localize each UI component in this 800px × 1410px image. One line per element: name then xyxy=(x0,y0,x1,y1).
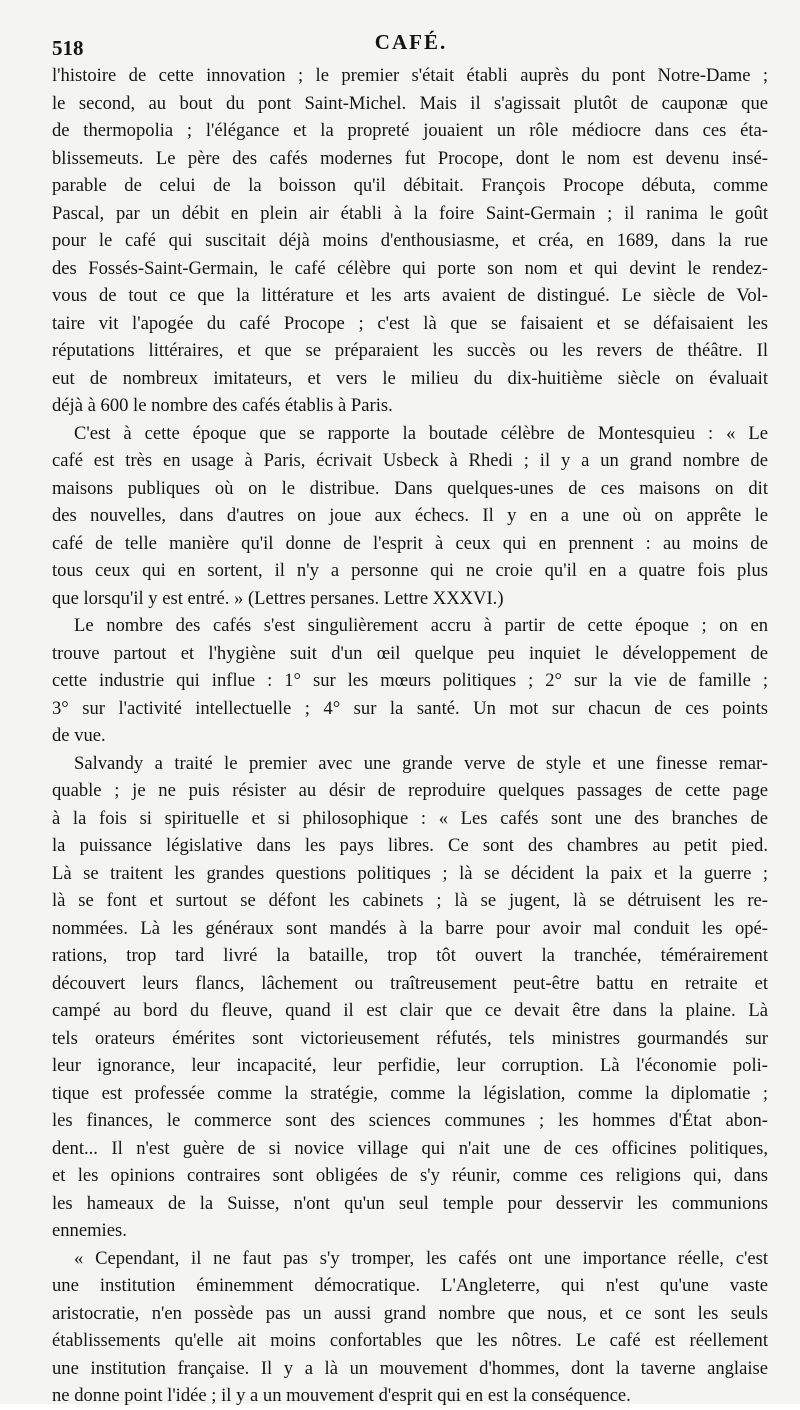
text-line: des nouvelles, dans d'autres on joue aux échecs. Il y en a une où on apprête le xyxy=(52,505,768,526)
text-line: ennemies. xyxy=(52,1220,127,1241)
paragraph xyxy=(52,612,768,750)
paragraph xyxy=(52,420,768,613)
text-line: de thermopolia ; l'élégance et la propreté jouaient un rôle médiocre dans ces éta- xyxy=(52,120,768,141)
text-line: Le nombre des cafés s'est singulièrement accru à partir de cette époque ; on en xyxy=(74,615,768,636)
text-line: que lorsqu'il y est entré. » (Lettres persanes. Lettre XXXVI.) xyxy=(52,587,504,609)
page-header xyxy=(52,30,770,60)
text-line: le second, au bout du pont Saint-Michel. Mais il s'agissait plutôt de cauponæ que xyxy=(52,92,768,114)
text-line: aristocratie, n'en possède pas un aussi grand nombre que nous, et ce sont les seuls xyxy=(52,1302,768,1324)
page-number: 518 xyxy=(52,36,84,60)
text-line: les hameaux de la Suisse, n'ont qu'un seul temple pour desservir les communions xyxy=(52,1192,768,1214)
text-line: réputations littéraires, et que se préparaient les succès ou les revers de théâtre. Il xyxy=(52,340,768,361)
text-line: blissemeuts. Le père des cafés modernes fut Procope, dont le nom est devenu insé- xyxy=(52,147,768,169)
paragraph xyxy=(52,62,768,420)
text-line: C'est à cette époque que se rapporte la boutade célèbre de Montesquieu : « Le xyxy=(74,422,768,444)
text-line: tous ceux qui en sortent, il n'y a personne qui ne croie qu'il en a quatre fois plus xyxy=(52,560,768,581)
text-line: campé au bord du fleuve, quand il est clair que ce devait être dans la plaine. Là xyxy=(52,1000,768,1021)
text-line: rations, trop tard livré la bataille, trop tôt ouvert la tranchée, témérairement xyxy=(52,945,768,966)
body-text xyxy=(52,62,768,1410)
text-line: les finances, le commerce sont des sciences communes ; les hommes d'État abon- xyxy=(52,1110,768,1131)
text-line: dent... Il n'est guère de si novice village qui n'ait une de ces officines politiques, xyxy=(52,1137,768,1159)
text-line: là se font et surtout se défont les cabinets ; là se jugent, là se détruisent les re- xyxy=(52,890,768,911)
text-line: trouve partout et l'hygiène suit d'un œil quelque peu inquiet le développement de xyxy=(52,642,768,664)
text-line: Là se traitent les grandes questions politiques ; là se décident la paix et la guerre ; xyxy=(52,862,768,884)
text-line: « Cependant, il ne faut pas s'y tromper, les cafés ont une importance réelle, c'est xyxy=(74,1247,768,1269)
paragraph xyxy=(52,750,768,1245)
running-title: CAFÉ. xyxy=(374,30,448,54)
text-line: la puissance législative dans les pays libres. Ce sont des chambres au petit pied. xyxy=(52,835,768,856)
text-line: une institution éminemment démocratique. L'Angleterre, qui n'est qu'une vaste xyxy=(52,1275,768,1296)
text-line: café est très en usage à Paris, écrivait Usbeck à Rhedi ; il y a un grand nombre de xyxy=(52,450,768,471)
text-line: café de telle manière qu'il donne de l'esprit à ceux qui en prennent : au moins de xyxy=(52,532,768,554)
text-line: Salvandy a traité le premier avec une grande verve de style et une finesse remar- xyxy=(74,752,768,774)
text-line: eut de nombreux imitateurs, et vers le milieu du dix-huitième siècle on évaluait xyxy=(52,367,768,389)
text-line: leur ignorance, leur incapacité, leur perfidie, leur corruption. Là l'économie poli- xyxy=(52,1055,768,1076)
text-line: parable de celui de la boisson qu'il débitait. François Procope débuta, comme xyxy=(52,175,768,196)
text-line: tels orateurs émérites sont victorieusement réfutés, tels ministres gourmandés sur xyxy=(52,1027,768,1049)
text-line: vous de tout ce que la littérature et les arts avaient de distingué. Le siècle de Vol- xyxy=(52,285,768,306)
text-line: tique est professée comme la stratégie, comme la législation, comme la diplomatie ; xyxy=(52,1082,768,1104)
text-line: à la fois si spirituelle et si philosophique : « Les cafés sont une des branches de xyxy=(52,807,768,829)
text-line: de vue. xyxy=(52,725,106,746)
text-line: l'histoire de cette innovation ; le premier s'était établi auprès du pont Notre-Dame ; xyxy=(52,65,768,86)
text-line: Pascal, par un débit en plein air établi à la foire Saint-Germain ; il ranima le goût xyxy=(52,202,768,224)
text-line: cette industrie qui influe : 1° sur les mœurs politiques ; 2° sur la vie de famille ; xyxy=(52,670,768,691)
text-line: maisons publiques où on le distribue. Dans quelques-unes de ces maisons on dit xyxy=(52,477,768,499)
text-line: taire vit l'apogée du café Procope ; c'est là que se faisaient et se défaisaient les xyxy=(52,312,768,334)
text-line: établissements qu'elle ait moins confortables que les nôtres. Le café est réellement xyxy=(52,1330,768,1351)
text-line: et les opinions contraires sont obligées de s'y réunir, comme ces religions qui, dans xyxy=(52,1165,768,1186)
paragraph xyxy=(52,1245,768,1410)
text-line: nommées. Là les généraux sont mandés à la barre pour avoir mal conduit les opé- xyxy=(52,917,768,939)
text-line: découvert leurs flancs, lâchement ou traîtreusement peut-être battu en retraite et xyxy=(52,972,768,994)
text-line: quable ; je ne puis résister au désir de reproduire quelques passages de cette page xyxy=(52,780,768,801)
text-line: ne donne point l'idée ; il y a un mouvement d'esprit qui en est la conséquence. xyxy=(52,1385,631,1406)
text-line: pour le café qui suscitait déjà moins d'enthousiasme, et créa, en 1689, dans la rue xyxy=(52,230,768,251)
text-line: une institution française. Il y a là un mouvement d'hommes, dont la taverne anglaise xyxy=(52,1357,768,1379)
text-line: déjà à 600 le nombre des cafés établis à Paris. xyxy=(52,395,393,416)
text-line: 3° sur l'activité intellectuelle ; 4° sur la santé. Un mot sur chacun de ces points xyxy=(52,697,768,719)
text-line: des Fossés-Saint-Germain, le café célèbre qui porte son nom et qui devint le rendez- xyxy=(52,257,768,279)
